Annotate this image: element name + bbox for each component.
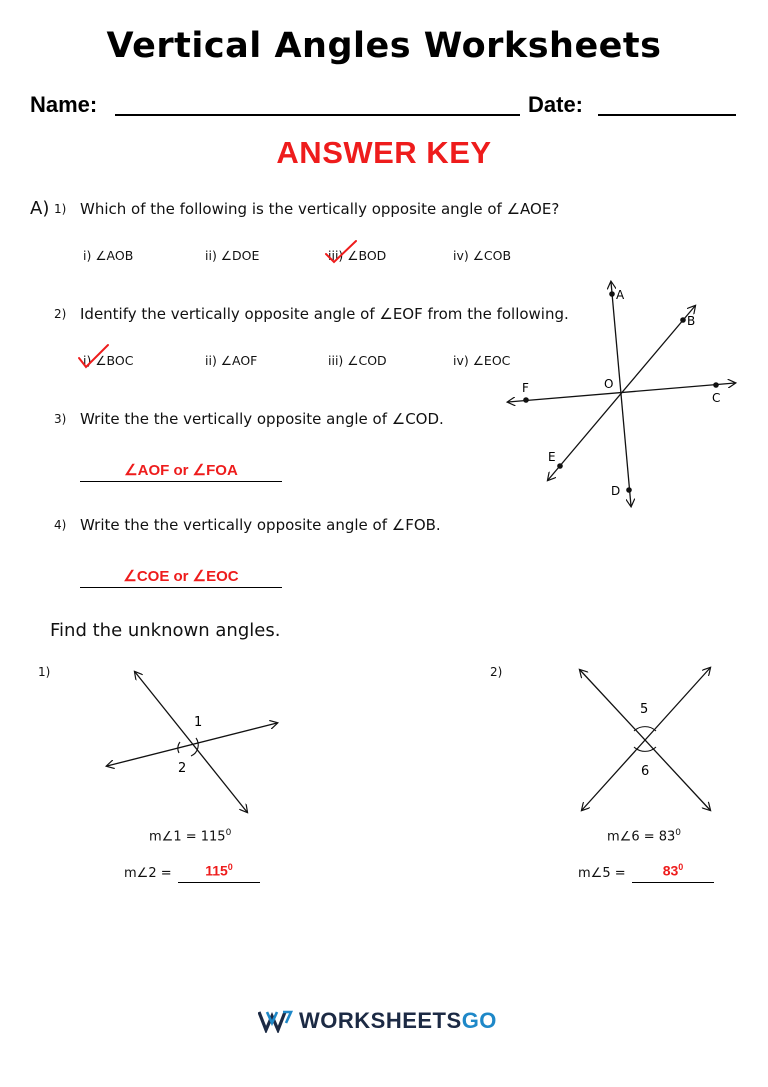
ask-label: m∠5 = xyxy=(578,866,626,881)
point-label-e: E xyxy=(548,450,556,464)
date-label: Date: xyxy=(528,92,584,117)
question-number: 4) xyxy=(54,518,67,532)
option-iv[interactable]: iv) ∠COB xyxy=(453,248,512,263)
problem-number: 1) xyxy=(38,665,51,679)
angle-label-6: 6 xyxy=(641,764,650,779)
given-angle: m∠1 = $115^0$ xyxy=(149,828,232,845)
option-iii[interactable]: iii) ∠COD xyxy=(328,353,387,368)
point-label-o: O xyxy=(604,377,614,391)
question-text: Which of the following is the vertically opposite angle of ∠AOE? xyxy=(80,200,560,218)
answer-value: $83^0$ xyxy=(662,862,684,879)
section-b-heading: Find the unknown angles. xyxy=(50,620,281,641)
question-text: Identify the vertically opposite angle of ∠EOF from the following. xyxy=(80,305,569,323)
ask-label: m∠2 = xyxy=(124,866,172,881)
checkmark-icon xyxy=(322,238,362,268)
question-number: 2) xyxy=(54,307,67,321)
point-label-d: D xyxy=(611,484,621,498)
answer-line[interactable] xyxy=(80,587,282,588)
question-text: Write the the vertically opposite angle of ∠FOB. xyxy=(80,516,441,534)
point-label-c: C xyxy=(712,391,721,405)
option-ii[interactable]: ii) ∠AOF xyxy=(205,353,258,368)
given-angle: m∠6 = $83^0$ xyxy=(607,828,682,845)
name-label: Name: xyxy=(30,92,98,117)
point-label-b: B xyxy=(687,314,696,328)
date-field-line[interactable] xyxy=(598,114,736,116)
option-iii[interactable]: iii) ∠BOD xyxy=(328,248,387,263)
checkmark-icon xyxy=(76,342,116,372)
problem-number: 2) xyxy=(490,665,503,679)
logo-text-go: GO xyxy=(461,1008,497,1033)
answer-line[interactable] xyxy=(178,882,260,883)
answer-text: ∠AOF or ∠FOA xyxy=(124,462,238,479)
option-i[interactable]: i) ∠BOC xyxy=(83,353,134,368)
answer-text: ∠COE or ∠EOC xyxy=(123,568,239,585)
name-field-line[interactable] xyxy=(115,114,520,116)
answer-line[interactable] xyxy=(80,481,282,482)
angle-diagram-2 xyxy=(570,660,720,818)
angle-diagram-1 xyxy=(95,662,290,820)
question-text: Write the the vertically opposite angle of ∠COD. xyxy=(80,410,444,428)
intersecting-lines-diagram xyxy=(500,278,750,513)
angle-label-5: 5 xyxy=(640,702,649,717)
option-i[interactable]: i) ∠AOB xyxy=(83,248,134,263)
angle-label-1: 1 xyxy=(194,715,203,730)
angle-label-2: 2 xyxy=(178,761,187,776)
section-a-label: A) xyxy=(30,198,50,219)
question-number: 3) xyxy=(54,412,67,426)
answer-value: $115^0$ xyxy=(205,862,233,879)
option-iv[interactable]: iv) ∠EOC xyxy=(453,353,511,368)
question-number: 1) xyxy=(54,202,67,216)
logo-w-icon xyxy=(258,1009,294,1033)
answer-key-heading: ANSWER KEY xyxy=(276,135,492,170)
answer-line[interactable] xyxy=(632,882,714,883)
point-label-a: A xyxy=(616,288,625,302)
logo-text-worksheets: WORKSHEETS xyxy=(299,1008,462,1033)
page-title: Vertical Angles Worksheets xyxy=(106,26,662,66)
point-label-f: F xyxy=(522,381,529,395)
worksheetsgo-logo xyxy=(258,1007,497,1035)
option-ii[interactable]: ii) ∠DOE xyxy=(205,248,260,263)
